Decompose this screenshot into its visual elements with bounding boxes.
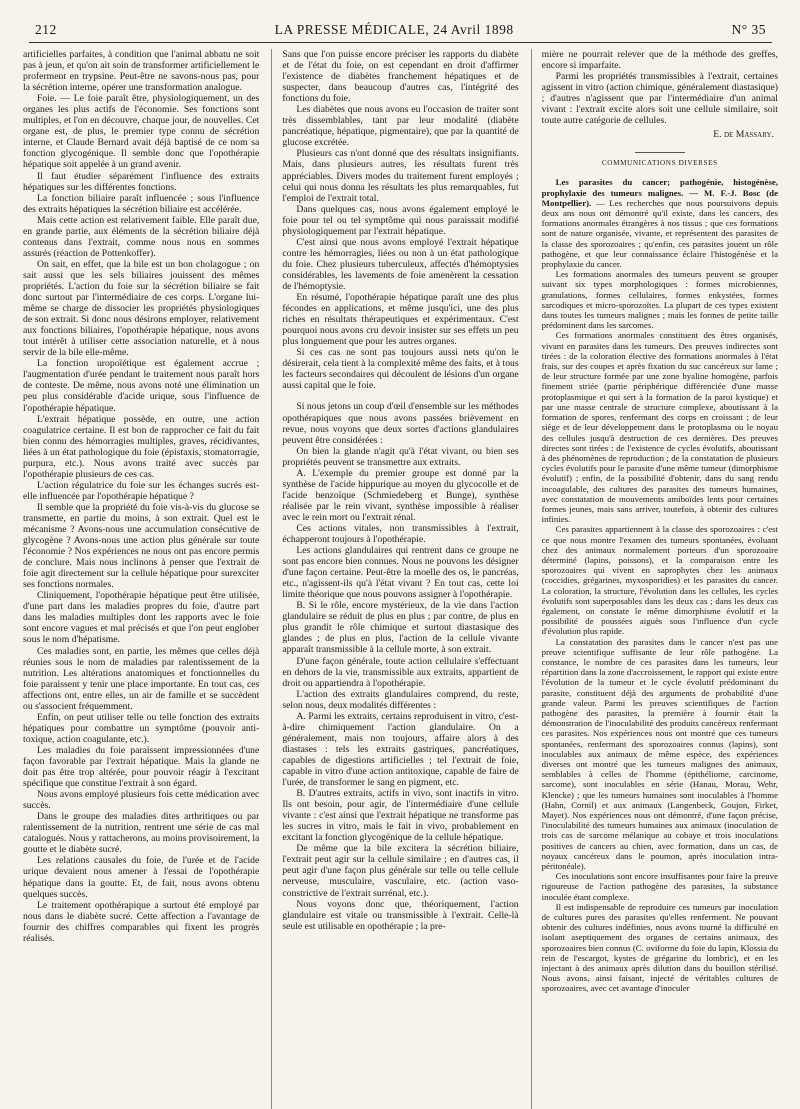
page-number: 212 [35, 22, 57, 37]
article-title: Les parasites du cancer; pathogénie, histogénèse, prophylaxie des tumeurs malignes. [541, 177, 778, 198]
paragraph: Les formations anormales des tumeurs peuvent se grouper suivant six types morphologiques : formes microbiennes, granulations, formes cellulaires, formes enkystées, formes sarcodiques et micro-sporozoïtes. La plupart de ces types existent dans toutes les tumeurs malignes ; mais les formes de petite taille prédominent dans les sarcomes. [541, 269, 778, 331]
paragraph: A. Parmi les extraits, certains reproduisent in vitro, c'est-à-dire chimiquement l'action glandulaire. On a généralement, mais non toujours, affaire alors à des diastases : tels les extraits gastriques, pancréatiques, capables de digestions artificielles ; tel l'extrait de foie, capable in vitro d'une action antitoxique, capable de faire de l'urée, de transformer le sang en pigment, etc. [282, 710, 519, 789]
section-divider [635, 152, 685, 153]
journal-title: LA PRESSE MÉDICALE, 24 Avril 1898 [274, 22, 514, 37]
header-rule [29, 42, 772, 43]
page-header [23, 22, 778, 42]
paragraph: Il est indispensable de reproduire ces tumeurs par inoculation de cultures pures des parasites qu'elles renferment. Ne pouvant obtenir des cultures indéfinies, nous avons tourné la difficulté en isolant aseptiquement des organes de certains animaux, des sporozoaires bien connus (C. oviforme du foie du lapin, Klossia du rein de l'escargot, kystes de grégarine du lombric), et en les injectant à des animaux après dilution dans du bouillon stérilisé. Nous avons, ainsi faisant, injecté de véritables cultures de sporozoaires, avec cet avantage d'inoculer [541, 901, 778, 994]
paragraph: On bien la glande n'agit qu'à l'état vivant, ou bien ses propriétés peuvent se transmettre aux extraits. [282, 445, 519, 468]
paragraph: Les diabètes que nous avons eu l'occasion de traiter sont très dissemblables, tant par leur modalité (diabète pancréatique, hépatique, pigmentaire), que par la quantité de glucose excrétée. [282, 104, 519, 149]
paragraph: La fonction uropoïétique est également accrue ; l'augmentation d'urée pendant le traitement nous paraît hors de conteste. De même, nous avons noté une élimination un peu plus considérable d'acide urique, sous l'influence de l'opothérapie hépatique. [23, 358, 260, 414]
paragraph: Dans le groupe des maladies dites arthritiques ou par ralentissement de la nutrition, rentrent une série de cas mal catalogués. Nous y rattacherons, au moins provisoirement, la goutte et le diabète sucré. [23, 811, 260, 856]
paragraph: Ces inoculations sont encore insuffisantes pour faire la preuve rigoureuse de l'action pathogène des parasites, la substance inoculée étant complexe. [541, 871, 778, 902]
paragraph: mière ne pourrait relever que de la méthode des greffes, encore si imparfaite. [541, 49, 778, 72]
paragraph: De même que la bile excitera la sécrétion biliaire, l'extrait peut agir sur la cellule similaire ; en d'autres cas, il peut agir d'une façon plus générale sur telle ou telle cellule nerveuse, musculaire, vasculaire, etc. (action vaso-constrictive de l'extrait surrénal, etc.). [282, 843, 519, 899]
paragraph: Enfin, on peut utiliser telle ou telle fonction des extraits hépatiques pour combattre un symptôme (pouvoir anti-toxique, action coagulante, etc.). [23, 711, 260, 745]
paragraph: Parmi les propriétés transmissibles à l'extrait, certaines agissent in vitro (action chimique, généralement diastasique) ; d'autres n'agissent que par l'intermédiaire d'un animal vivant : l'extrait excite alors soit une cellule similaire, soit toute autre catégorie de cellules. [541, 71, 778, 127]
paragraph: Si nous jetons un coup d'œil d'ensemble sur les méthodes opothérapiques que nous avons passées brièvement en revue, nous voyons que deux sortes d'actions glandulaires peuvent être considérées : [282, 401, 519, 446]
column-3 [531, 49, 778, 1109]
article-lead: — Les recherches que nous poursuivons depuis deux ans nous ont démontré qu'il existe, dans les cancers, des formations anormales étrangères à nos tissus ; que ces formations sont de nature organisée, vivante, et représentent des parasites de la classe des sporozoaires ; qu'enfin, ces parasites jouent un rôle pathogène, et que leur connaissance éclaire l'histogénèse et la prophylaxie du cancer. [541, 197, 778, 270]
paragraph: Ces parasites appartiennent à la classe des sporozoaires : c'est ce que nous montre l'examen des tumeurs spontanées, évoluant chez des animaux normalement porteurs d'un sporozoaire déterminé (lapins, poissons), et la comparaison entre les sporozoaires qui vivent en saprophytes chez les animaux (coccidies, grégarines, myxosporidies) et les parasites du cancer. La coloration, la structure, l'évolution dans les cellules, les cycles évolutifs sont superposables dans les deux cas ; dans les deux cas également, on constate le même dimorphisme évolutif et la possibilité de poussées aiguës sous l'influence d'un cycle d'évolution plus rapide. [541, 524, 778, 637]
paragraph: B. D'autres extraits, actifs in vivo, sont inactifs in vitro. Ils ont besoin, pour agir, de l'intermédiaire d'une cellule vivante : c'est ainsi que l'extrait hépatique ne transforme pas les sucres in vitro, mais le fait in vivo, probablement en excitant la fonction glycogénique de la cellule hépatique. [282, 788, 519, 844]
paragraph: L'action des extraits glandulaires comprend, du reste, selon nous, deux modalités différentes : [282, 688, 519, 711]
paragraph: Plusieurs cas n'ont donné que des résultats insignifiants. Mais, dans plusieurs autres, les résultats furent très appréciables. Divers modes du traitement furent employés ; celui qui nous donna les résultats les plus remarquables, fut l'emploi de l'extrait total. [282, 148, 519, 204]
paragraph: Sans que l'on puisse encore préciser les rapports du diabète et de l'état du foie, on est cependant en droit d'affirmer l'existence de diabètes franchement hépatiques et de suspecter, dans beaucoup d'autres cas, l'intégrité des fonctions du foie. [282, 49, 519, 105]
paragraph: Les actions glandulaires qui rentrent dans ce groupe ne sont pas encore bien connues. Nous ne pouvons les désigner d'une façon certaine. Peut-être la moelle des os, le pancréas, etc., n'agissent-ils qu'à l'état vivant ? En tout cas, cette loi limite théorique que nous pouvons assigner à l'opothérapie. [282, 545, 519, 601]
paragraph: L'action régulatrice du foie sur les échanges sucrés est-elle influencée par l'opothérapie hépatique ? [23, 479, 260, 502]
paragraph: artificielles parfaites, à condition que l'animal abbatu ne soit pas à jeun, et qu'on ait soin de transformer artificiellement le proferment en trypsine. Peut-être ne savons-nous pas, pour la sécrétion interne, opérer une transformation analogue. [23, 49, 260, 94]
paragraph: Ces formations anormales constituent des êtres organisés, vivant en parasites dans les tumeurs. Des preuves indirectes sont tirées : de la coloration élective des formations anormales à l'état frais, sur des coupes et après fixation du suc cancéreux sur lame ; de leur structure formée par une zone hyaline homogène, parfois finement striée (partie périphérique différenciée d'une masse protoplasmique et qui sert à la formation de la paroi kystique) et par une masse centrale de structure complexe, aboutissant à la formation de spores, renfermant des corps en croissant ; de leur siège et de leur développement dans le protoplasma ou le noyau des cellules jusqu'à destruction de ces dernières. Des preuves directes sont tirées : de l'existence de cycles évolutifs, aboutissant à des phénomènes de reproduction ; de la constatation de plusieurs cycles évolutifs pour le parasite d'une même tumeur (dimorphisme évolutif) ; enfin, de la possibilité d'obtenir, dans du sang rendu incoagulable, des cultures des parasites des tumeurs humaines, avec constatation de mouvements amiboïdes lents pour certaines formes jeunes, mais sans arriver, toutefois, à obtenir des cultures infinies. [541, 330, 778, 525]
paragraph: La fonction biliaire paraît influencée ; sous l'influence des extraits hépatiques la sécrétion biliaire est accélérée. [23, 192, 260, 215]
section-header: COMMUNICATIONS DIVERSES [601, 159, 718, 168]
column-2 [271, 49, 518, 1109]
paragraph: Nous voyons donc que, théoriquement, l'action glandulaire est vitale ou transmissible à l'extrait. Celle-là seule est utilisable en opothérapie ; la pre- [282, 898, 519, 932]
paragraph: On sait, en effet, que la bile est un bon cholagogue ; on sait aussi que les sels biliaires jouissent des mêmes propriétés. L'action du foie sur la sécrétion biliaire se fait donc surtout par l'intermédiaire de ces corps. L'organe lui-même se charge de dissocier les propriétés physiologiques de son extrait. Si donc nous désirons employer, relativement aux fonctions biliaires, l'opothérapie hépatique, nous avons tout intérêt à utiliser cette association naturelle, et à nous servir de la bile elle-même. [23, 258, 260, 359]
paragraph: La constatation des parasites dans le cancer n'est pas une preuve scientifique suffisante de leur rôle pathogène. La constance, le nombre de ces parasites dans les tumeurs, leur répartition dans la zone d'accroissement, le rapport qui existe entre l'évolution de la tumeur et le cycle évolutif prédominant du parasite, constituent déjà des arguments de probabilité d'une grande valeur. Parmi les preuves scientifiques de l'action pathogène des parasites, la première à fournir était la démonstration de l'inoculabilité des produits cancéreux renfermant ces parasites. Nos expériences nous ont montré que ces tumeurs spontanées, renfermant des sporozoaires connus (lapins), sont inoculables aux animaux de même espèce, des expériences diverses ont montré que les tumeurs malignes des animaux, semblables à celles de l'homme (épithéliome, carcinome, sarcome), sont inoculables en série (Hanau, Morau, Wehr, Klencke) ; que les tumeurs humaines sont inoculables à l'homme (Hahn, Cornil) et aux animaux (Langenbeck, Goujon, Firket, Mayet). Nos expériences nous ont démontré, d'une façon précise, l'inoculabilité des tumeurs humaines aux animaux (inoculation de trois cas de sarcome mélanique au cobaye et trois inoculations positives de cancers au chien, avec formation, dans un cas, de noyaux cancéreux dans le poumon, après inoculation intra-péritonéale). [541, 636, 778, 872]
paragraph: Ces maladies sont, en partie, les mêmes que celles déjà réunies sous le nom de maladies par ralentissement de la nutrition. Les altérations anatomiques et fonctionnelles du foie paraissent y tenir une place importante. En tout cas, ces affections ont, entre elles, un air de famille et se succèdent ou s'associent fréquemment. [23, 645, 260, 712]
paragraph [282, 391, 518, 401]
signature-initial: E. [713, 129, 722, 141]
paragraph: Les relations causales du foie, de l'urée et de l'acide urique devaient nous amener à l'essai de l'opothérapie hépatique dans la goutte. Et, de fait, nous avons obtenu quelques succès. [23, 855, 260, 900]
paragraph: Il semble que la propriété du foie vis-à-vis du glucose se transmette, en partie du moins, à son extrait. Quel est le mécanisme ? Avons-nous une accumulation consécutive de glycogène ? Avons-nous une action plus générale sur toute l'économie ? Nos expériences ne nous ont pas encore permis de conclure. Mais nous inclinons à penser que l'extrait de foie agit directement sur la cellule hépatique pour surexciter ses fonctions normales. [23, 501, 260, 591]
paragraph: Il faut étudier séparément l'influence des extraits hépatiques sur les différentes fonctions. [23, 170, 260, 193]
signature-name: de Massary. [723, 129, 774, 141]
paragraph: Dans quelques cas, nous avons également employé le foie pour tel ou tel symptôme qui nous paraissait modifié physiologiquement par l'extrait hépatique. [282, 203, 519, 237]
paragraph: Le traitement opothérapique a surtout été employé par nous dans le diabète sucré. Cette affection a l'avantage de fournir des chiffres comparables qui fixent les progrès réalisés. [23, 899, 260, 944]
paragraph: D'une façon générale, toute action cellulaire s'effectuant en dehors de la vie, transmissible aux extraits, appartient de droit ou appartiendra à l'opothérapie. [282, 655, 519, 689]
paragraph: Mais cette action est relativement faible. Elle paraît due, en grande partie, aux éléments de la sécrétion biliaire déjà contenus dans l'extrait, comme nous nous en sommes assurés (réaction de Pottenkoffer). [23, 214, 260, 259]
paragraph: Cliniquement, l'opothérapie hépatique peut être utilisée, d'une part dans les maladies propres du foie, d'autre part dans les maladies multiples dont les rapports avec le foie sont encore vagues et mal précisés et que l'on peut englober sous le nom d'hépatisme. [23, 590, 260, 646]
paragraph: Foie. — Le foie paraît être, physiologiquement, un des organes les plus actifs de l'économie. Ses fonctions sont multiples, et l'on en découvre, chaque jour, de nouvelles. Cet organe est, de plus, le premier type connu de sécrétion interne, et Claude Bernard avait déjà baptisé de ce nom sa fonction glycogénique. Il semble donc que l'opothérapie hépatique soit appelée à un grand avenir. [23, 93, 260, 171]
paragraph: Ces actions vitales, non transmissibles à l'extrait, échapperont toujours à l'opothérapie. [282, 522, 519, 546]
paragraph: Les maladies du foie paraissent impressionnées d'une façon favorable par l'extrait hépatique. Mais la glande ne doit pas être trop altérée, pour pouvoir réagir à l'excitant spécifique que constitue l'extrait à son égard. [23, 744, 260, 790]
column-1 [23, 49, 259, 1109]
columns [23, 49, 778, 1109]
column-3-top [542, 49, 778, 126]
paragraph: Nous avons employé plusieurs fois cette médication avec succès. [23, 789, 260, 812]
paragraph: B. Si le rôle, encore mystérieux, de la vie dans l'action glandulaire se réduit de plus en plus ; par contre, de plus en plus grandit le rôle chimique et surtout diastasique des glandes ; de plus en plus, l'action de la cellule vivante apparaît transmissible à la cellule morte, à son extrait. [282, 600, 519, 656]
signature [542, 129, 774, 140]
paragraph: En résumé, l'opothérapie hépatique paraît une des plus fécondes en applications, et même jusqu'ici, une des plus riches en résultats thérapeutiques et expérimentaux. C'est pourquoi nous avons cru devoir insister sur ses effets un peu plus longuement que pour les autres organes. [282, 292, 519, 348]
article-author: — M. F.-J. Bosc (de Montpellier). [541, 187, 778, 208]
issue-number: N° 35 [731, 22, 766, 37]
paragraph: A. L'exemple du premier groupe est donné par la synthèse de l'acide hippurique au moyen du glycocolle et de l'acide benzoïque (Schmiedeberg et Bunge), synthèse réalisée par le rein vivant, synthèse impossible à réaliser avec le rein mort ou l'extrait rénal. [282, 467, 519, 523]
article-body [542, 269, 778, 993]
article-lead-paragraph [542, 177, 778, 269]
article [542, 177, 778, 993]
paragraph: C'est ainsi que nous avons employé l'extrait hépatique contre les hémorragies, liées ou non à un état pathologique du foie. Chez plusieurs tuberculeux, affectés d'hémoptysies considérables, les lavements de foie amenèrent la cessation de l'hémoptysie. [282, 236, 519, 292]
paragraph: Si ces cas ne sont pas toujours aussi nets qu'on le désirerait, cela tient à la complexité même des faits, et à tous les facteurs secondaires qui découlent de lésions d'un organe aussi capital que le foie. [282, 347, 519, 392]
paragraph: L'extrait hépatique possède, en outre, une action coagulatrice certaine. Il est bon de rapprocher ce fait du fait bien connu des hémorragies multiples, graves, récidivantes, liées à un état pathologique du foie (épistaxis, stomatorragie, purpura, etc.). Nous avons traité avec succès par l'opothérapie plusieurs de ces cas. [23, 413, 260, 480]
